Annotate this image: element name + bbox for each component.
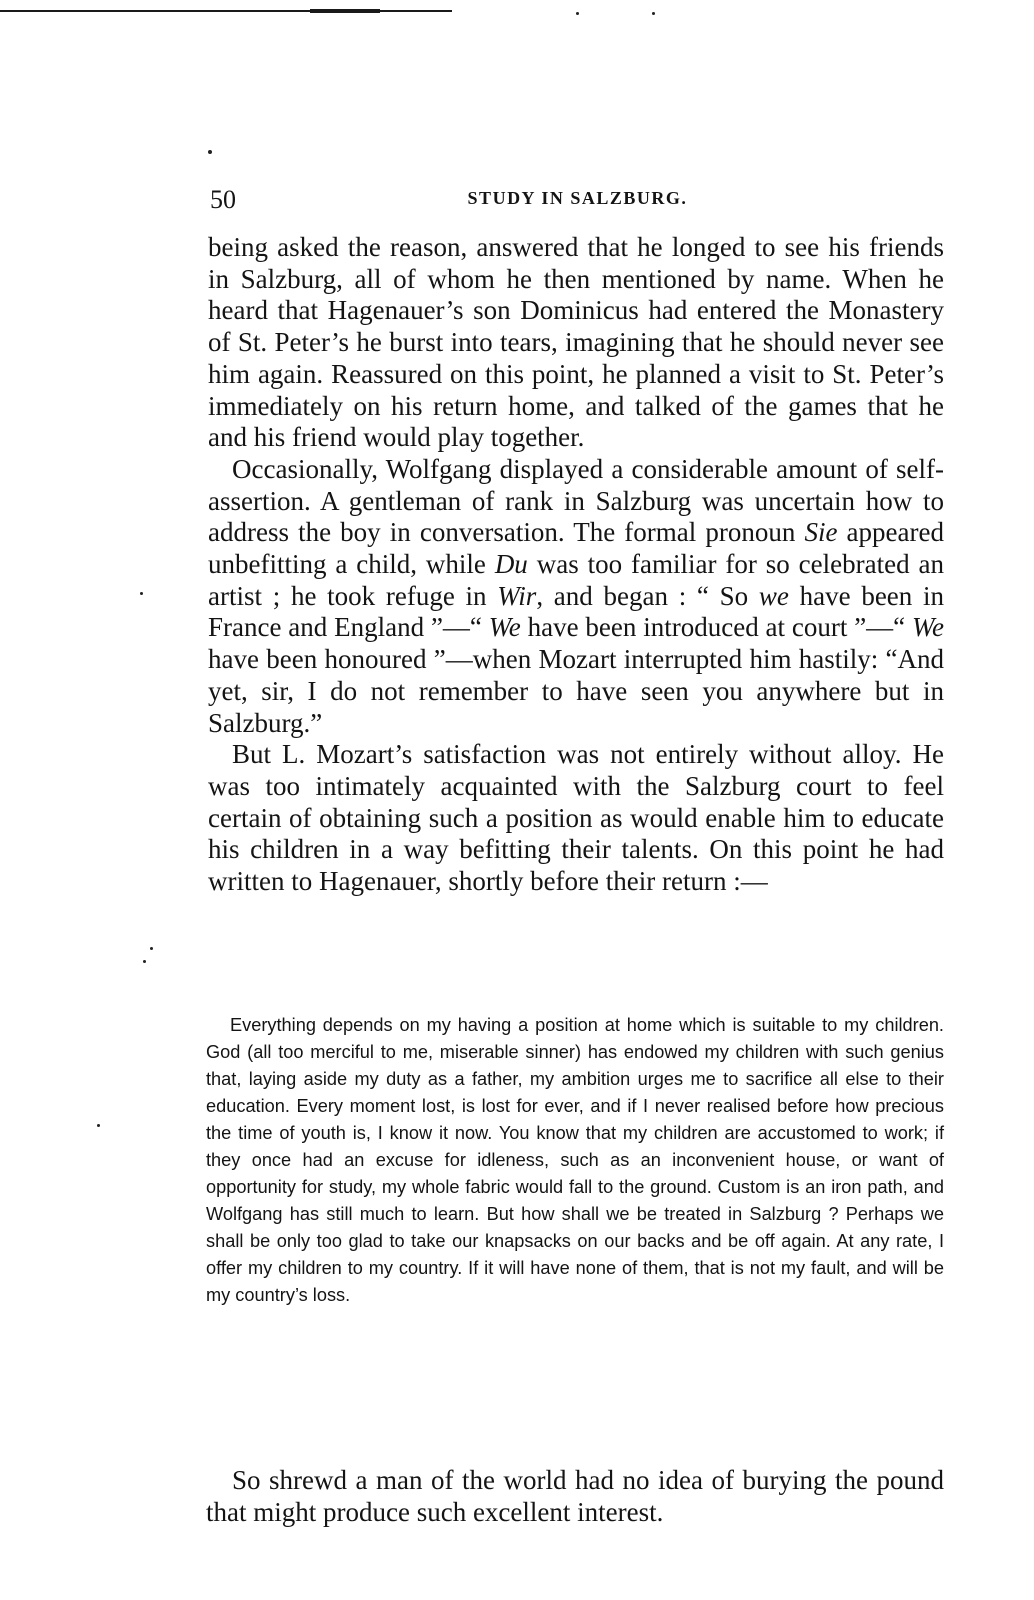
closing-paragraph: So shrewd a man of the world had no idea of burying the pound that might produce such excellent interest. (206, 1465, 944, 1527)
scan-speck (150, 947, 153, 950)
paragraph-continuation: being asked the reason, answered that he longed to see his friends in Salzburg, all of whom he then mentioned by name. When he heard that Hagenauer’s son Dominicus had entered the Monastery of St. Peter’s he burst into tears, imagining that he should never see him again. Reassured on this point, he planned a visit to St. Peter’s immediately on his return home, and talked of the games that he and his friend would play together. (208, 232, 944, 453)
top-scan-rule (0, 10, 452, 12)
page-number: 50 (210, 185, 236, 214)
running-title: STUDY IN SALZBURG. (467, 188, 688, 208)
paragraph-mozart-satisfaction: But L. Mozart’s satisfaction was not entirely without alloy. He was too intimately acquainted with the Salzburg court to feel certain of obtaining such a position as would enable him to educate his children in a way befitting their talents. On this point he had written to Hagenauer, shortly before their return :— (208, 739, 944, 897)
scan-speck (208, 150, 212, 154)
scan-speck (97, 1124, 100, 1127)
italic-word: We (488, 612, 521, 643)
letter-quotation: Everything depends on my having a position at home which is suitable to my children. God (all too merciful to me, miserable sinner) has endowed my children with such genius that, laying aside my duty as a father, my ambition urges me to sacrifice all else to their education. Every moment lost, is lost for ever, and if I never realised before how precious the time of youth is, I know it now. You know that my children are accustomed to work; if they once had an excuse for idleness, such as an inconvenient house, or want of opportunity for study, my whole fabric would fall to the ground. Custom is an iron path, and Wolfgang has still much to learn. But how shall we be treated in Salzburg ? Perhaps we shall be only too glad to take our knapsacks on our backs and be off again. At any rate, I offer my children to my country. If it will have none of them, that is not my fault, and will be my country’s loss. (206, 1015, 944, 1305)
italic-word: Sie (804, 517, 838, 548)
italic-word: We (912, 612, 944, 643)
scan-speck (140, 592, 143, 595)
scan-speck (576, 12, 579, 15)
italic-word: Du (494, 549, 528, 580)
body-text (208, 232, 944, 898)
paragraph-wolfgang-self-assertion: Occasionally, Wolfgang displayed a considerable amount of self-assertion. A gentleman of rank in Salzburg was uncertain how to address the boy in conversation. The formal pronoun Sie appeared unbefitting a child, while Du was too familiar for so celebrated an artist ; he took refuge in Wir, and began : “ So we have been in France and England ”—“ We have been introduced at court ”—“ We have been honoured ”—when Mozart interrupted him hastily: “And yet, sir, I do not remember to have seen you anywhere but in Salzburg.” (208, 453, 945, 738)
scan-speck (143, 960, 146, 963)
italic-word: we (758, 580, 789, 611)
italic-word: Wir (497, 580, 537, 611)
scan-speck (652, 12, 655, 15)
page-header (210, 184, 945, 220)
